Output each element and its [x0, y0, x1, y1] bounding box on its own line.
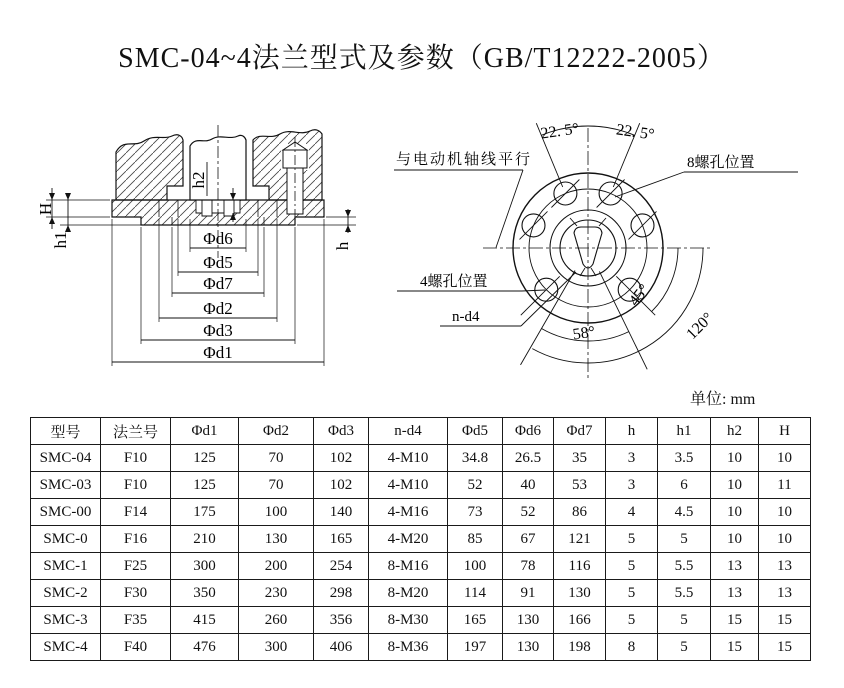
- table-cell: F40: [101, 634, 171, 661]
- table-cell: 6: [658, 472, 711, 499]
- housing-left-section: [116, 135, 183, 200]
- table-cell: 254: [314, 553, 369, 580]
- page-title: SMC-04~4法兰型式及参数（GB/T12222-2005）: [118, 43, 726, 74]
- dim-label-d1: Φd1: [203, 343, 233, 362]
- dim-label-h2: h2: [189, 171, 208, 189]
- table-row: [31, 634, 811, 661]
- dim-label-d5: Φd5: [203, 253, 233, 272]
- angle-label-58: 58°: [571, 323, 597, 344]
- table-cell: 70: [239, 472, 314, 499]
- table-row: [31, 526, 811, 553]
- table-cell: 13: [711, 553, 759, 580]
- table-cell: SMC-2: [31, 580, 101, 607]
- table-cell: 26.5: [503, 445, 554, 472]
- table-row: [31, 445, 811, 472]
- table-cell: 260: [239, 607, 314, 634]
- table-cell: 166: [554, 607, 606, 634]
- column-header: 型号: [31, 418, 101, 445]
- table-cell: 198: [554, 634, 606, 661]
- angle-label-45: 45°: [625, 281, 654, 310]
- column-header: h1: [658, 418, 711, 445]
- table-cell: 130: [554, 580, 606, 607]
- column-header: 法兰号: [101, 418, 171, 445]
- table-cell: 3.5: [658, 445, 711, 472]
- table-cell: 40: [503, 472, 554, 499]
- column-header: Φd5: [448, 418, 503, 445]
- section-view-drawing: [20, 100, 400, 385]
- table-cell: 3: [606, 472, 658, 499]
- table-cell: 102: [314, 472, 369, 499]
- table-cell: 175: [171, 499, 239, 526]
- table-cell: 15: [759, 607, 811, 634]
- table-cell: 10: [759, 499, 811, 526]
- table-cell: 67: [503, 526, 554, 553]
- dim-label-H: H: [36, 202, 55, 216]
- table-cell: 200: [239, 553, 314, 580]
- table-cell: 91: [503, 580, 554, 607]
- table-cell: 114: [448, 580, 503, 607]
- column-header: Φd7: [554, 418, 606, 445]
- angle-label-22-5-right: 22. 5°: [615, 121, 656, 144]
- table-row: [31, 607, 811, 634]
- table-cell: 121: [554, 526, 606, 553]
- table-cell: 15: [759, 634, 811, 661]
- dim-58-120-45: [521, 248, 717, 369]
- table-cell: SMC-1: [31, 553, 101, 580]
- table-cell: 130: [239, 526, 314, 553]
- table-cell: F30: [101, 580, 171, 607]
- table-cell: 10: [711, 499, 759, 526]
- table-cell: 86: [554, 499, 606, 526]
- four-holes-label: 4螺孔位置: [420, 274, 488, 290]
- table-cell: F35: [101, 607, 171, 634]
- table-cell: F10: [101, 472, 171, 499]
- table-cell: 100: [239, 499, 314, 526]
- table-cell: 52: [448, 472, 503, 499]
- table-cell: 10: [759, 526, 811, 553]
- table-cell: 116: [554, 553, 606, 580]
- table-cell: SMC-00: [31, 499, 101, 526]
- table-cell: 5: [606, 553, 658, 580]
- units-label: 单位: mm: [690, 391, 756, 408]
- table-cell: 13: [759, 580, 811, 607]
- table-cell: 5: [658, 607, 711, 634]
- table-cell: 5.5: [658, 553, 711, 580]
- table-cell: 5: [606, 607, 658, 634]
- table-cell: 10: [759, 445, 811, 472]
- table-row: [31, 499, 811, 526]
- table-cell: 130: [503, 634, 554, 661]
- table-cell: 5: [658, 526, 711, 553]
- table-cell: 10: [711, 526, 759, 553]
- table-cell: 102: [314, 445, 369, 472]
- dim-H: [36, 188, 110, 229]
- table-cell: 15: [711, 607, 759, 634]
- dim-label-h: h: [333, 241, 352, 251]
- front-view-drawing: [388, 103, 818, 393]
- column-header: Φd2: [239, 418, 314, 445]
- table-cell: 4-M20: [369, 526, 448, 553]
- table-cell: 125: [171, 472, 239, 499]
- table-cell: 85: [448, 526, 503, 553]
- table-cell: 8-M36: [369, 634, 448, 661]
- column-header: h: [606, 418, 658, 445]
- table-cell: 8-M30: [369, 607, 448, 634]
- table-cell: 300: [239, 634, 314, 661]
- table-cell: SMC-03: [31, 472, 101, 499]
- table-row: [31, 553, 811, 580]
- eight-holes-label: 8螺孔位置: [687, 155, 755, 171]
- table-cell: 3: [606, 445, 658, 472]
- table-cell: 4.5: [658, 499, 711, 526]
- table-cell: 298: [314, 580, 369, 607]
- table-cell: 4-M10: [369, 472, 448, 499]
- parallel-note-label: 与电动机轴线平行: [396, 152, 533, 168]
- diameter-labels: [203, 229, 233, 362]
- table-cell: 52: [503, 499, 554, 526]
- column-header: H: [759, 418, 811, 445]
- dim-label-h1: h1: [51, 231, 70, 249]
- column-header: n-d4: [369, 418, 448, 445]
- table-cell: 35: [554, 445, 606, 472]
- table-cell: 34.8: [448, 445, 503, 472]
- table-cell: 4-M16: [369, 499, 448, 526]
- table-cell: 140: [314, 499, 369, 526]
- table-cell: 10: [711, 472, 759, 499]
- table-cell: 13: [759, 553, 811, 580]
- table-cell: SMC-4: [31, 634, 101, 661]
- column-header: Φd3: [314, 418, 369, 445]
- table-row: [31, 472, 811, 499]
- table-cell: 5.5: [658, 580, 711, 607]
- table-cell: 100: [448, 553, 503, 580]
- table-cell: 8-M16: [369, 553, 448, 580]
- table-cell: 8: [606, 634, 658, 661]
- table-cell: 53: [554, 472, 606, 499]
- table-cell: 73: [448, 499, 503, 526]
- table-header-row: [31, 418, 811, 445]
- table-cell: F14: [101, 499, 171, 526]
- angle-label-120: 120°: [683, 309, 717, 343]
- table-row: [31, 580, 811, 607]
- column-header: Φd6: [503, 418, 554, 445]
- leader-notes: [394, 150, 798, 326]
- n-d4-label: n-d4: [452, 309, 480, 325]
- table-cell: 5: [606, 580, 658, 607]
- dim-label-d2: Φd2: [203, 299, 233, 318]
- dim-label-d3: Φd3: [203, 321, 233, 340]
- table-cell: 125: [171, 445, 239, 472]
- table-cell: 4-M10: [369, 445, 448, 472]
- table-cell: F10: [101, 445, 171, 472]
- table-cell: 350: [171, 580, 239, 607]
- table-cell: 13: [711, 580, 759, 607]
- table-cell: 15: [711, 634, 759, 661]
- table-cell: SMC-0: [31, 526, 101, 553]
- table-cell: 476: [171, 634, 239, 661]
- table-cell: 300: [171, 553, 239, 580]
- dim-label-d7: Φd7: [203, 274, 233, 293]
- table-cell: 8-M20: [369, 580, 448, 607]
- angle-label-22-5-left: 22. 5°: [539, 120, 580, 143]
- table-cell: 230: [239, 580, 314, 607]
- dim-22-5: [536, 120, 655, 187]
- table-cell: 10: [711, 445, 759, 472]
- column-header: Φd1: [171, 418, 239, 445]
- table-cell: 70: [239, 445, 314, 472]
- table-cell: SMC-3: [31, 607, 101, 634]
- table-cell: 4: [606, 499, 658, 526]
- table-cell: SMC-04: [31, 445, 101, 472]
- column-header: h2: [711, 418, 759, 445]
- table-cell: 165: [448, 607, 503, 634]
- table-cell: 11: [759, 472, 811, 499]
- table-cell: 197: [448, 634, 503, 661]
- table-cell: 130: [503, 607, 554, 634]
- table-cell: 5: [606, 526, 658, 553]
- table-cell: F16: [101, 526, 171, 553]
- table-cell: 356: [314, 607, 369, 634]
- table-cell: 406: [314, 634, 369, 661]
- table-cell: 5: [658, 634, 711, 661]
- table-cell: 165: [314, 526, 369, 553]
- table-cell: 415: [171, 607, 239, 634]
- dim-label-d6: Φd6: [203, 229, 233, 248]
- parameters-table: [30, 417, 811, 661]
- table-cell: F25: [101, 553, 171, 580]
- table-cell: 78: [503, 553, 554, 580]
- table-cell: 210: [171, 526, 239, 553]
